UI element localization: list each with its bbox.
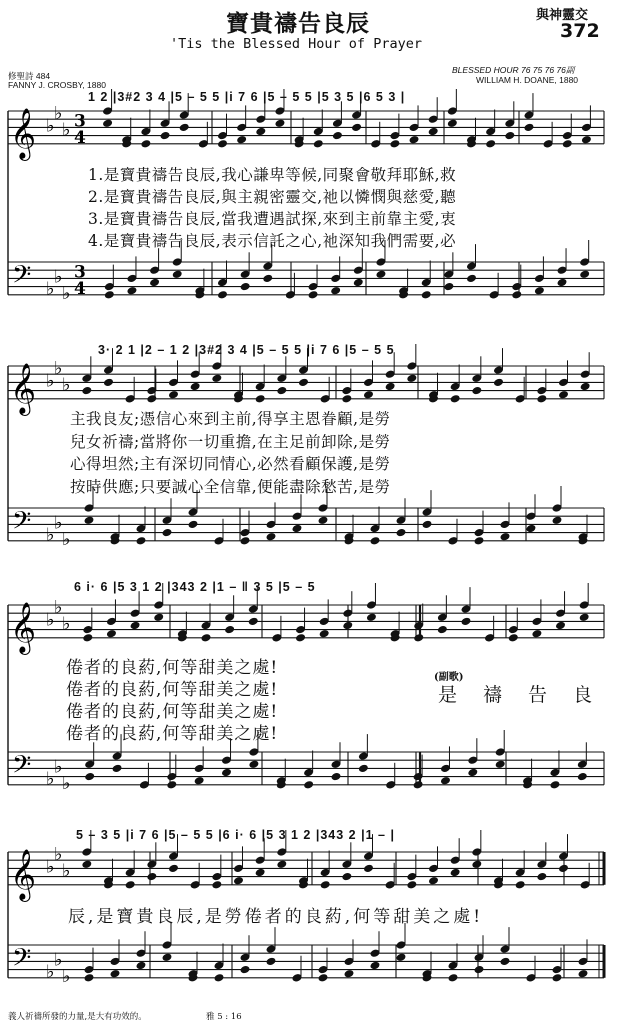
bass-note [240, 282, 251, 292]
melody-note [106, 629, 117, 639]
melody-note [450, 394, 461, 404]
bass-clef-icon: 𝄢 [12, 750, 32, 786]
lyricist: FANNY J. CROSBY, 1880 [8, 80, 106, 90]
bass-note [240, 536, 251, 546]
verse-2-line-2: 兒女祈禱;當將你一切重擔,在主足前卸除,是勞 [70, 433, 391, 451]
melody-note [298, 378, 309, 388]
verse-3-line-1: 3.是寶貴禱告良辰,當我遭遇試探,來到主前靠主愛,衷 [88, 210, 457, 228]
flat-sign-icon: ♭ [62, 282, 71, 304]
hymnal-reference: 修聖詩 484 [8, 71, 51, 81]
flat-sign-icon: ♭ [54, 266, 63, 288]
verse-3-line-2: 心得坦然;主有深切同情心,必然看顧保護,是勞 [70, 455, 391, 473]
melody-note [332, 131, 343, 141]
verse-4-line-3: 倦者的良葯,何等甜美之處! [66, 724, 279, 744]
melody-note [493, 378, 504, 388]
flat-sign-icon: ♭ [46, 961, 55, 983]
bass-note [214, 973, 225, 983]
melody-note [276, 386, 287, 396]
bass-note [344, 969, 355, 979]
bass-note [248, 760, 259, 770]
bass-note [396, 953, 407, 963]
verse-1-line-2: 主我良友;憑信心來到主前,得享主恩眷顧,是勞 [70, 410, 391, 428]
bass-note [526, 524, 537, 534]
bass-note [474, 965, 485, 975]
bass-note [136, 536, 147, 546]
bass-note [534, 286, 545, 296]
treble-clef-icon: 𝄞 [10, 107, 37, 159]
flat-sign-icon: ♭ [62, 613, 71, 635]
melody-note [248, 617, 259, 627]
bass-note [262, 274, 273, 284]
bass-note [448, 973, 459, 983]
flat-sign-icon: ♭ [62, 119, 71, 141]
bass-note [194, 776, 205, 786]
bass-note [474, 536, 485, 546]
melody-note [471, 860, 482, 870]
melody-note [313, 139, 324, 149]
melody-note [508, 633, 519, 643]
melody-note [363, 864, 374, 874]
melody-note [276, 860, 287, 870]
hymn-title-english: 'Tis the Blessed Hour of Prayer [170, 36, 422, 52]
melody-note [437, 625, 448, 635]
melody-note [515, 880, 526, 890]
melody-note [531, 629, 542, 639]
bass-note [358, 764, 369, 774]
bass-note [84, 516, 95, 526]
melody-note [160, 131, 171, 141]
verse-4-line-1: 4.是寶貴禱告良辰,表示信託之心,祂深知我們需要,必 [88, 232, 457, 250]
melody-note [342, 621, 353, 631]
bass-note [413, 780, 424, 790]
melody-note [409, 135, 420, 145]
bass-note [84, 973, 95, 983]
flat-sign-icon: ♭ [62, 965, 71, 987]
melody-note [471, 386, 482, 396]
melody-note [168, 390, 179, 400]
flat-sign-icon: ♭ [54, 512, 63, 534]
numbered-notation-row-3: 6 i· 6 |5 3 1 2 |343 2 |1 – ‖ 3 5 |5 – 5 [74, 580, 316, 594]
melody-note [406, 880, 417, 890]
melody-note [341, 872, 352, 882]
bass-note [467, 768, 478, 778]
bass-note [495, 760, 506, 770]
melody-note [536, 872, 547, 882]
melody-note [428, 127, 439, 137]
melody-note [103, 378, 114, 388]
bass-note [578, 969, 589, 979]
melody-note [447, 119, 458, 129]
flat-sign-icon: ♭ [54, 103, 63, 125]
melody-note [190, 382, 201, 392]
melody-note [255, 394, 266, 404]
bass-note [318, 516, 329, 526]
melody-note [461, 617, 472, 627]
melody-note [102, 119, 113, 129]
melody-note [130, 621, 141, 631]
melody-note [274, 119, 285, 129]
bass-note [217, 290, 228, 300]
bass-note [552, 973, 563, 983]
melody-note [140, 139, 151, 149]
bass-note [443, 282, 454, 292]
melody-note [351, 123, 362, 133]
bass-clef-icon: 𝄢 [12, 506, 32, 542]
verse-2-line-3: 倦者的良葯,何等甜美之處! [66, 680, 279, 700]
section-category: 與神靈交 [536, 8, 589, 23]
bass-note [149, 278, 160, 288]
melody-note [319, 629, 330, 639]
melody-note [341, 394, 352, 404]
melody-note [523, 123, 534, 133]
flat-sign-icon: ♭ [46, 856, 55, 878]
flat-sign-icon: ♭ [62, 772, 71, 794]
flat-sign-icon: ♭ [54, 844, 63, 866]
flat-sign-icon: ♭ [62, 860, 71, 882]
flat-sign-icon: ♭ [54, 358, 63, 380]
melody-note [366, 613, 377, 623]
time-signature-bottom: 4 [74, 278, 86, 299]
bass-note [579, 270, 590, 280]
flat-sign-icon: ♭ [46, 278, 55, 300]
melody-note [233, 876, 244, 886]
melody-note [385, 382, 396, 392]
bass-note [440, 776, 451, 786]
melody-note [217, 139, 228, 149]
refrain-lyric: 辰,是寶貴良辰,是勞倦者的良葯,何等甜美之處! [68, 907, 484, 927]
bass-note [126, 286, 137, 296]
melody-note [450, 868, 461, 878]
refrain-lyric-start: 是禱告良 [438, 684, 619, 706]
bass-note [330, 286, 341, 296]
melody-note [320, 880, 331, 890]
melody-note [406, 374, 417, 384]
bass-note [370, 961, 381, 971]
footer-reference: 雅 5 : 16 [206, 1012, 242, 1022]
melody-note [179, 123, 190, 133]
bass-note [162, 528, 173, 538]
melody-note [485, 139, 496, 149]
melody-note [255, 127, 266, 137]
bass-note [292, 524, 303, 534]
bass-note [84, 772, 95, 782]
tune-meter: BLESSED HOUR 76 75 76 76副 [452, 65, 575, 75]
hymn-title-chinese: 寶貴禱告良辰 [226, 10, 370, 37]
verse-1-line-3: 倦者的良葯,何等甜美之處! [66, 658, 279, 678]
melody-note [146, 872, 157, 882]
treble-clef-icon: 𝄞 [10, 848, 37, 900]
bass-note [552, 516, 563, 526]
flat-sign-icon: ♭ [46, 609, 55, 631]
melody-note [236, 135, 247, 145]
flat-sign-icon: ♭ [62, 528, 71, 550]
melody-note [581, 135, 592, 145]
verse-1-line-1: 1.是寶貴禱告良辰,我心謙卑等候,同聚會敬拜耶穌,救 [88, 166, 457, 184]
melody-note [81, 860, 92, 870]
time-signature-top: 3 [74, 262, 86, 283]
bass-note [500, 532, 511, 542]
bass-note [136, 961, 147, 971]
refrain-label: (副歌) [434, 672, 464, 683]
flat-sign-icon: ♭ [54, 756, 63, 778]
melody-note [224, 625, 235, 635]
bass-note [221, 768, 232, 778]
melody-note [125, 880, 136, 890]
bass-note [370, 536, 381, 546]
verse-3-line-3: 倦者的良葯,何等甜美之處! [66, 702, 279, 722]
melody-note [558, 390, 569, 400]
bass-note [422, 520, 433, 530]
melody-note [153, 613, 164, 623]
melody-note [81, 386, 92, 396]
melody-note [295, 633, 306, 643]
flat-sign-icon: ♭ [54, 949, 63, 971]
bass-note [104, 290, 115, 300]
bass-note [500, 957, 511, 967]
time-signature-top: 3 [74, 111, 86, 132]
flat-sign-icon: ♭ [46, 115, 55, 137]
melody-note [558, 864, 569, 874]
melody-note [413, 633, 424, 643]
melody-note [579, 613, 590, 623]
bass-note [166, 780, 177, 790]
verse-2-line-1: 2.是寶貴禱告良辰,與主親密靈交,祂以憐憫與慈愛,聽 [88, 188, 457, 206]
flat-sign-icon: ♭ [54, 597, 63, 619]
melody-note [82, 633, 93, 643]
bass-note [557, 278, 568, 288]
bass-note [303, 780, 314, 790]
bass-note [466, 274, 477, 284]
bass-note [577, 772, 588, 782]
melody-note [146, 394, 157, 404]
numbered-notation-row-2: 3· 2 1 |2 – 1 2 |3#2 3 4 |5 – 5 5 |i 7 6 |5 – 5 5 [98, 343, 395, 357]
melody-note [211, 880, 222, 890]
melody-note [555, 621, 566, 631]
melody-note [168, 864, 179, 874]
bass-note [353, 278, 364, 288]
treble-clef-icon: 𝄞 [10, 601, 37, 653]
hymn-number: 372 [560, 20, 600, 42]
bass-note [511, 290, 522, 300]
bass-note [162, 953, 173, 963]
bass-note [375, 270, 386, 280]
melody-note [504, 131, 515, 141]
verse-4-line-2: 按時供應;只要誠心全信靠,便能盡除愁苦,是勞 [70, 478, 391, 496]
bass-note [188, 520, 199, 530]
footer-scripture: 義人祈禱所發的力量,是大有功效的。 [8, 1012, 147, 1022]
melody-note [363, 390, 374, 400]
melody-note [536, 394, 547, 404]
flat-sign-icon: ♭ [46, 524, 55, 546]
melody-note [428, 876, 439, 886]
flat-sign-icon: ♭ [46, 370, 55, 392]
bass-note [266, 957, 277, 967]
bass-note [172, 270, 183, 280]
bass-note [266, 532, 277, 542]
bass-note [549, 780, 560, 790]
bass-clef-icon: 𝄢 [12, 260, 32, 296]
time-signature-bottom: 4 [74, 127, 86, 148]
bass-note [331, 772, 342, 782]
bass-note [240, 965, 251, 975]
melody-note [211, 374, 222, 384]
bass-note [421, 290, 432, 300]
flat-sign-icon: ♭ [46, 768, 55, 790]
treble-clef-icon: 𝄞 [10, 362, 37, 414]
melody-note [255, 868, 266, 878]
numbered-notation-row-4: 5 – 3 5 |i 7 6 |5 – 5 5 |6 i· 6 |5 3 1 2 |343 2 |1 – | [76, 828, 395, 842]
bass-note [112, 764, 123, 774]
numbered-notation-row-1: 1 2 |3#2 3 4 |5 – 5 5 |i 7 6 |5 – 5 5 |5 3 5 |6 5 3 | [88, 90, 406, 104]
bass-note [110, 969, 121, 979]
melody-note [580, 382, 591, 392]
melody-note [389, 139, 400, 149]
bass-note [396, 528, 407, 538]
melody-note [562, 139, 573, 149]
flat-sign-icon: ♭ [62, 374, 71, 396]
melody-note [201, 633, 212, 643]
bass-clef-icon: 𝄢 [12, 943, 32, 979]
bass-note [318, 973, 329, 983]
bass-note [308, 290, 319, 300]
composer: WILLIAM H. DOANE, 1880 [476, 75, 579, 85]
